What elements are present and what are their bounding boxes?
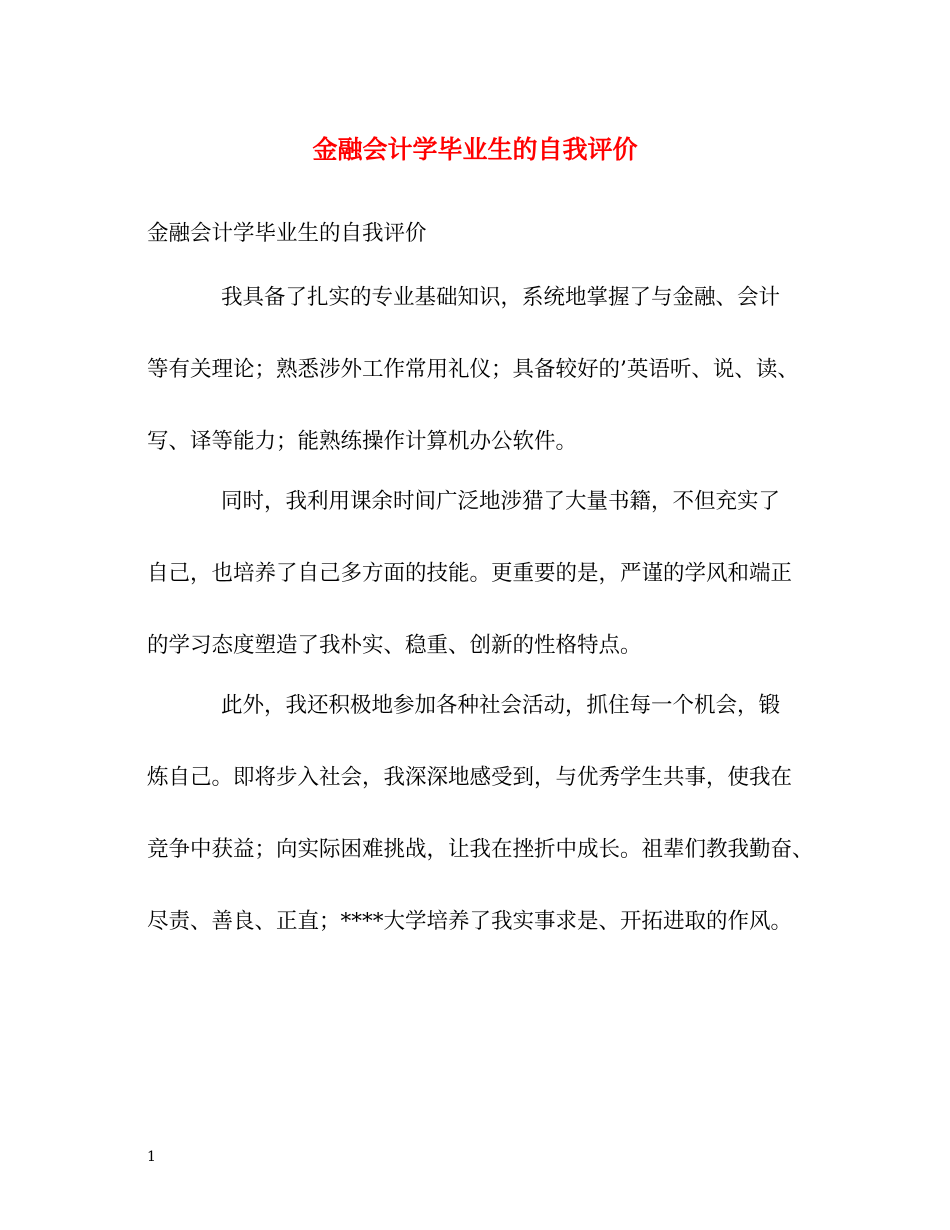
document-title: 金融会计学毕业生的自我评价 <box>312 135 638 164</box>
paragraph-1-line-1: 我具备了扎实的专业基础知识，系统地掌握了与金融、会计 <box>221 285 781 310</box>
document-subtitle: 金融会计学毕业生的自我评价 <box>147 221 427 246</box>
paragraph-1-line-2: 等有关理论；熟悉涉外工作常用礼仪；具备较好的’英语听、说、读、 <box>147 357 799 382</box>
page-number: 1 <box>147 1149 156 1165</box>
paragraph-3-line-1: 此外，我还积极地参加各种社会活动，抓住每一个机会，锻 <box>221 693 781 718</box>
paragraph-1-line-3: 写、译等能力；能熟练操作计算机办公软件。 <box>147 429 578 454</box>
paragraph-2-line-1: 同时，我利用课余时间广泛地涉猎了大量书籍，不但充实了 <box>221 489 781 514</box>
paragraph-3-line-3: 竞争中获益；向实际困难挑战，让我在挫折中成长。祖辈们教我勤奋、 <box>147 837 814 862</box>
paragraph-2-line-3: 的学习态度塑造了我朴实、稳重、创新的性格特点。 <box>147 633 642 658</box>
paragraph-3-line-4: 尽责、善良、正直；****大学培养了我实事求是、开拓进取的作风。 <box>147 909 793 934</box>
paragraph-2-line-2: 自己，也培养了自己多方面的技能。更重要的是，严谨的学风和端正 <box>147 561 793 586</box>
paragraph-3-line-2: 炼自己。即将步入社会，我深深地感受到，与优秀学生共事，使我在 <box>147 765 793 790</box>
